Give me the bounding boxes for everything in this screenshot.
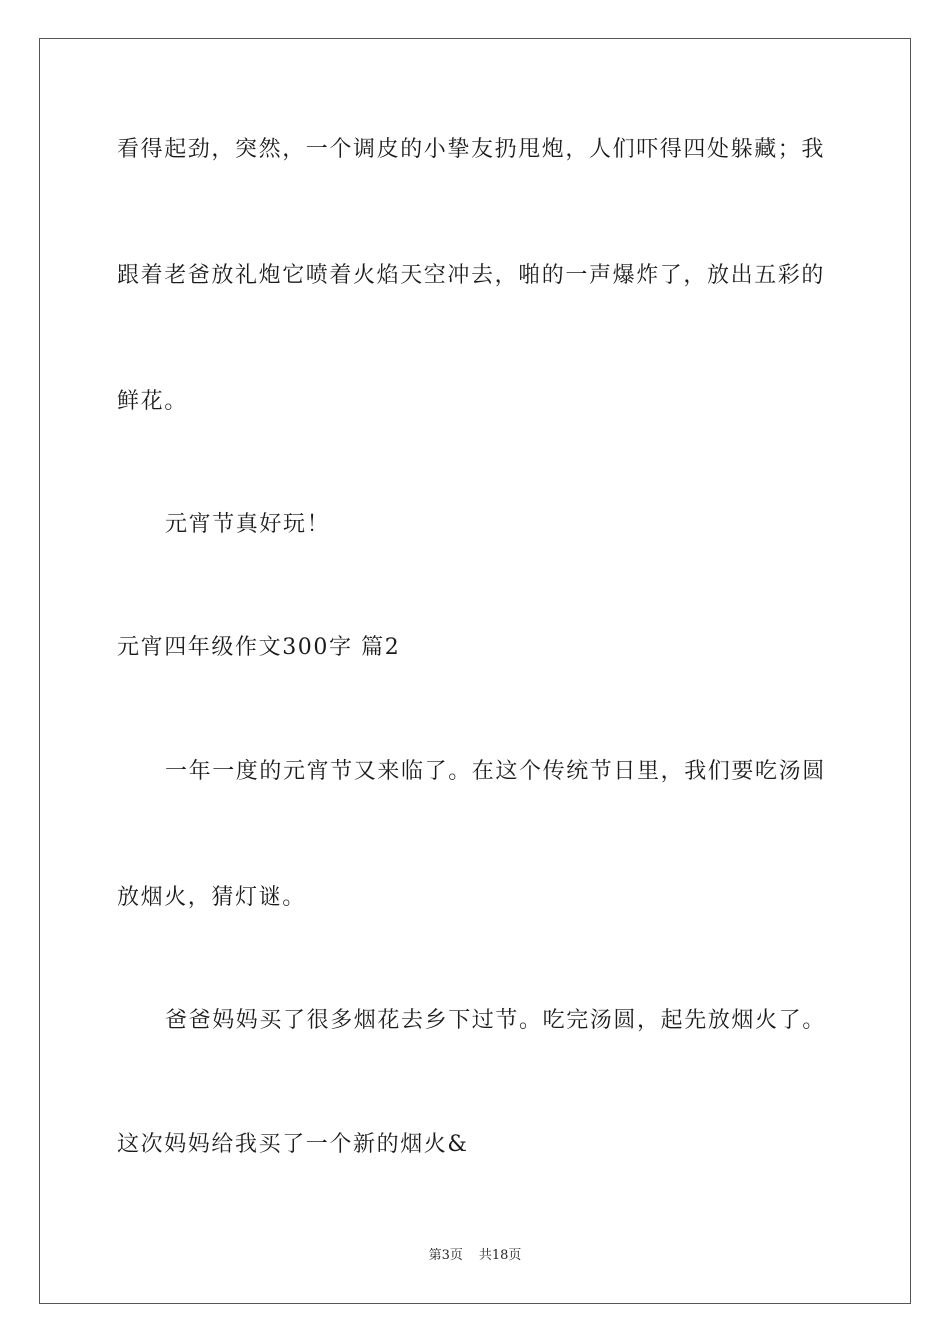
body-text-line: 看得起劲，突然，一个调皮的小挚友扔甩炮，人们吓得四处躲藏；我 — [117, 137, 826, 162]
body-text-line: 这次妈妈给我买了一个新的烟火& — [117, 1132, 469, 1157]
body-text-line: 爸爸妈妈买了很多烟花去乡下过节。吃完汤圆，起先放烟火了。 — [165, 1008, 826, 1033]
page-border — [39, 38, 911, 1304]
body-text-line: 跟着老爸放礼炮它喷着火焰天空冲去，啪的一声爆炸了，放出五彩的 — [117, 263, 826, 288]
page-footer — [0, 1246, 950, 1266]
body-text-line: 元宵节真好玩！ — [165, 512, 331, 537]
section-heading: 元宵四年级作文300字 篇2 — [117, 635, 401, 660]
body-text-line: 鲜花。 — [117, 389, 188, 414]
body-text-line: 放烟火，猜灯谜。 — [117, 885, 306, 910]
page-number: 第3页 — [428, 1248, 463, 1263]
total-pages: 共18页 — [478, 1248, 522, 1263]
body-text-line: 一年一度的元宵节又来临了。在这个传统节日里，我们要吃汤圆 — [165, 759, 826, 784]
